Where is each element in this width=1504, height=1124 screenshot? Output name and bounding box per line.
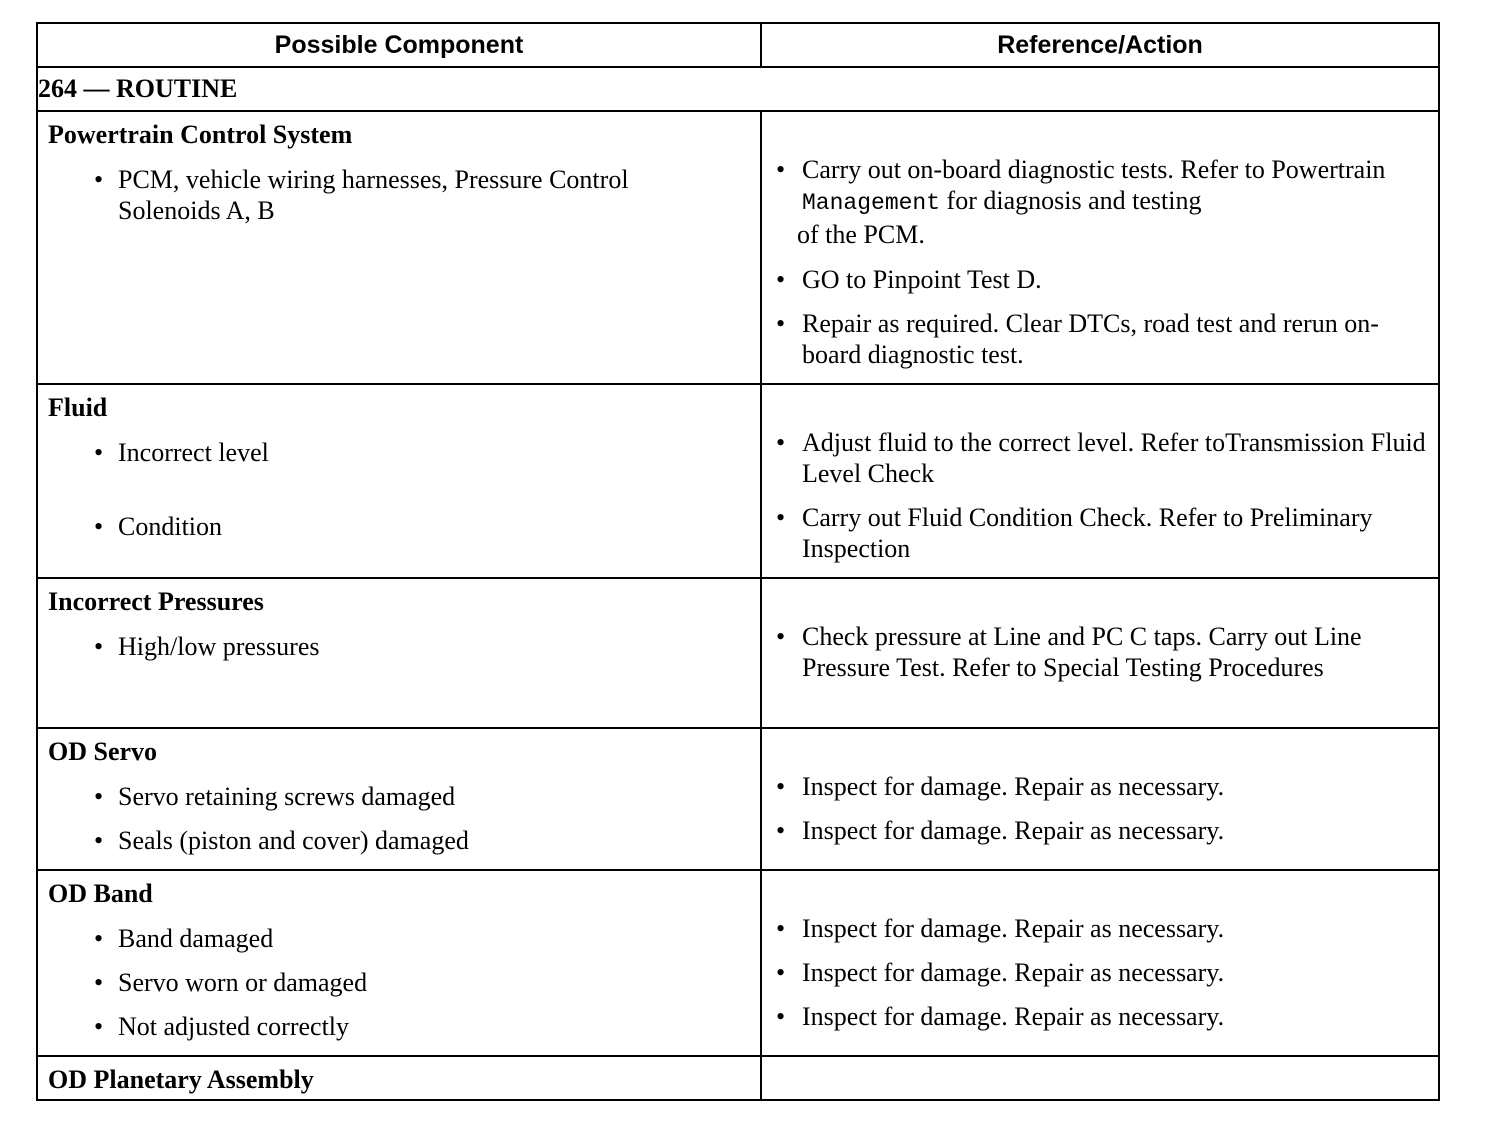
action-list [762, 771, 1438, 846]
component-list [38, 437, 760, 542]
bullet-icon: • [776, 309, 786, 338]
routine-row [37, 67, 1439, 111]
bullet-icon: • [776, 816, 786, 845]
bullet-icon: • [776, 428, 786, 457]
powertrain-components-cell [37, 111, 761, 384]
component-list [38, 923, 760, 1042]
list-item [38, 631, 760, 662]
bullet-icon: • [94, 1012, 104, 1041]
component-list [38, 781, 760, 856]
bullet-icon: • [94, 632, 104, 661]
header-row [37, 23, 1439, 67]
component-text: Not adjusted correctly [118, 1012, 350, 1041]
list-item [762, 502, 1438, 564]
component-text: PCM, vehicle wiring harnesses, Pressure Control Solenoids A, B [118, 165, 629, 225]
bullet-icon: • [94, 924, 104, 953]
section-od-planetary [37, 1056, 1439, 1100]
section-title: Powertrain Control System [48, 120, 353, 149]
list-item [762, 308, 1438, 370]
powertrain-actions-cell [761, 111, 1439, 384]
planetary-actions-cell [761, 1056, 1439, 1100]
action-text: Carry out Fluid Condition Check. Refer to Preliminary Inspection [802, 503, 1373, 563]
action-text: Adjust fluid to the correct level. Refer toTransmission Fluid Level Check [802, 428, 1426, 488]
list-item [762, 913, 1438, 944]
planetary-components-cell [37, 1056, 761, 1100]
component-text: Incorrect level [118, 438, 269, 467]
bullet-icon: • [776, 1002, 786, 1031]
section-powertrain [37, 111, 1439, 384]
section-title: OD Servo [48, 737, 158, 766]
bullet-icon: • [94, 165, 104, 194]
list-item [38, 511, 760, 542]
band-components-cell [37, 870, 761, 1056]
action-text: GO to Pinpoint Test D. [802, 265, 1042, 294]
action-text: Inspect for damage. Repair as necessary. [802, 1002, 1225, 1031]
action-list [762, 913, 1438, 1032]
section-od-servo [37, 728, 1439, 870]
list-item [38, 923, 760, 954]
section-od-band [37, 870, 1439, 1056]
action-text: Inspect for damage. Repair as necessary. [802, 958, 1225, 987]
bullet-icon: • [776, 265, 786, 294]
action-text: Repair as required. Clear DTCs, road test and rerun on-board diagnostic test. [802, 309, 1379, 369]
section-fluid [37, 384, 1439, 578]
list-item [38, 781, 760, 812]
list-item [38, 1011, 760, 1042]
list-item [762, 264, 1438, 295]
component-text: Seals (piston and cover) damaged [118, 826, 469, 855]
bullet-icon: • [776, 622, 786, 651]
component-text: Servo retaining screws damaged [118, 782, 456, 811]
servo-actions-cell [761, 728, 1439, 870]
list-item [38, 437, 760, 468]
header-reference-action: Reference/Action [761, 23, 1439, 67]
section-pressures [37, 578, 1439, 728]
component-text: Band damaged [118, 924, 274, 953]
component-list [38, 631, 760, 662]
component-text: Servo worn or damaged [118, 968, 368, 997]
routine-label: 264 — ROUTINE [37, 67, 1439, 111]
bullet-icon: • [94, 826, 104, 855]
component-text: High/low pressures [118, 632, 320, 661]
action-mono-text: Management [802, 190, 941, 216]
action-text: Inspect for damage. Repair as necessary. [802, 914, 1225, 943]
bullet-icon: • [94, 968, 104, 997]
list-item [762, 621, 1438, 683]
pressures-components-cell [37, 578, 761, 728]
list-item [762, 154, 1438, 250]
bullet-icon: • [776, 772, 786, 801]
section-title: Fluid [48, 393, 108, 422]
action-list [762, 427, 1438, 564]
list-item [38, 825, 760, 856]
bullet-icon: • [94, 782, 104, 811]
pressures-actions-cell [761, 578, 1439, 728]
action-list [762, 621, 1438, 683]
fluid-components-cell [37, 384, 761, 578]
bullet-icon: • [94, 438, 104, 467]
action-list [762, 154, 1438, 370]
list-item [38, 967, 760, 998]
list-item [762, 427, 1438, 489]
section-title: Incorrect Pressures [48, 587, 264, 616]
bullet-icon: • [776, 914, 786, 943]
bullet-icon: • [94, 512, 104, 541]
servo-components-cell [37, 728, 761, 870]
action-text: Inspect for damage. Repair as necessary. [802, 772, 1225, 801]
bullet-icon: • [776, 503, 786, 532]
component-text: Condition [118, 512, 223, 541]
bullet-icon: • [776, 958, 786, 987]
list-item [762, 771, 1438, 802]
list-item [762, 957, 1438, 988]
action-text: Inspect for damage. Repair as necessary. [802, 816, 1225, 845]
list-item [762, 1001, 1438, 1032]
action-text: for diagnosis and testing [946, 186, 1202, 215]
list-item [38, 164, 760, 226]
list-item [762, 815, 1438, 846]
fluid-actions-cell [761, 384, 1439, 578]
action-text: Carry out on-board diagnostic tests. Refer to Powertrain [802, 155, 1386, 184]
bullet-icon: • [776, 155, 786, 184]
section-title: OD Band [48, 879, 153, 908]
band-actions-cell [761, 870, 1439, 1056]
action-text: Check pressure at Line and PC C taps. Carry out Line Pressure Test. Refer to Special Testing Procedures [802, 622, 1362, 682]
action-text: of the PCM. [797, 220, 925, 249]
diagnostic-table [36, 22, 1440, 1101]
component-list [38, 164, 760, 226]
header-possible-component: Possible Component [37, 23, 761, 67]
section-title: OD Planetary Assembly [48, 1065, 314, 1094]
